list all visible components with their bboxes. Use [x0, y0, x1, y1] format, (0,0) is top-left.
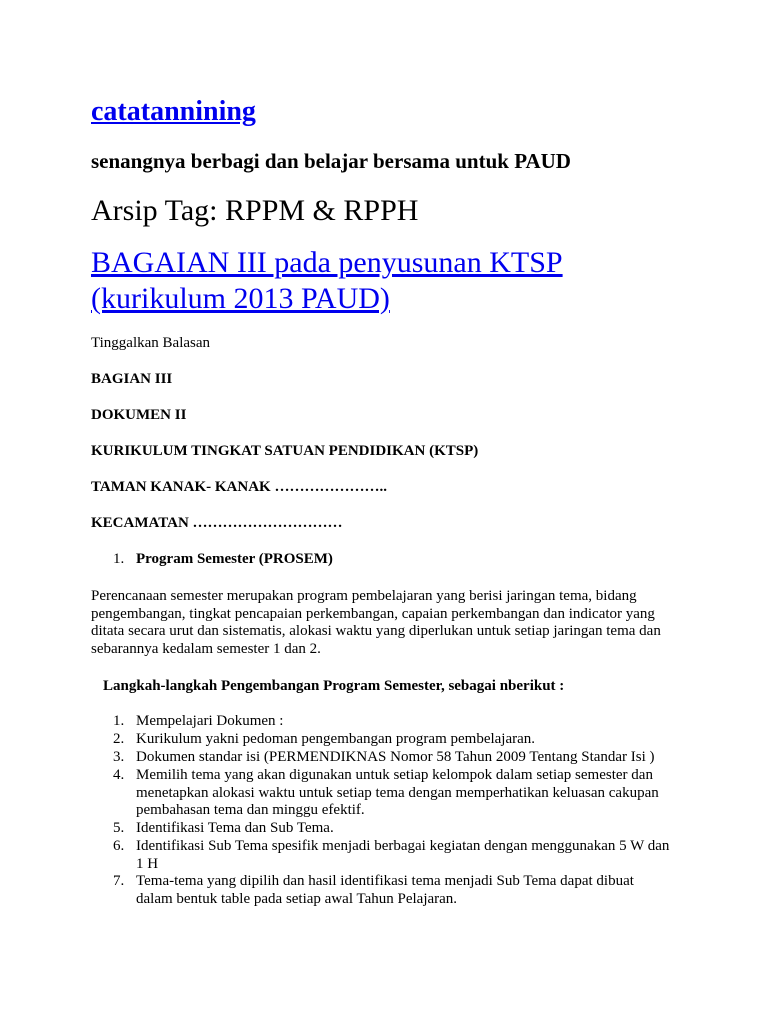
list-text-line: Memilih tema yang akan digunakan untuk setiap kelompok dalam setiap semester dan	[136, 767, 653, 783]
list-text	[136, 713, 691, 731]
list-item	[91, 713, 691, 731]
list-text-line: Kurikulum yakni pedoman pengembangan program pembelajaran.	[136, 731, 536, 747]
list-number: 1.	[113, 551, 125, 567]
list-text-line: pembahasan tema dan minggu efektif.	[136, 802, 365, 818]
list-text-line: Identifikasi Sub Tema spesifik menjadi berbagai kegiatan dengan menggunakan 5 W dan	[136, 838, 670, 854]
section-heading: BAGIAN III	[91, 371, 173, 387]
paragraph	[91, 588, 691, 659]
post-title-link[interactable]	[91, 245, 691, 317]
list-item	[91, 873, 691, 908]
list-text-line: menetapkan alokasi waktu untuk setiap tema dengan memperhatikan keluasan cakupan	[136, 784, 659, 801]
list-item	[91, 749, 691, 767]
list-number: 7.	[113, 873, 125, 889]
list-item	[91, 767, 691, 820]
list-text-line: Dokumen standar isi (PERMENDIKNAS Nomor 58 Tahun 2009 Tentang Standar Isi )	[136, 749, 655, 765]
section-heading: DOKUMEN II	[91, 407, 187, 423]
list-number: 3.	[113, 749, 125, 765]
paragraph-line: Perencanaan semester merupakan program pembelajaran yang berisi jaringan tema, bidang	[91, 588, 637, 604]
list-text-line: 1 H	[136, 855, 159, 872]
site-tagline: senangnya berbagi dan belajar bersama untuk PAUD	[91, 149, 571, 173]
site-title-link[interactable]: catatannining	[91, 96, 256, 127]
list-text-line: dalam bentuk table pada setiap awal Tahun Pelajaran.	[136, 890, 458, 907]
list-text-line: Identifikasi Tema dan Sub Tema.	[136, 820, 334, 836]
reply-link[interactable]: Tinggalkan Balasan	[91, 335, 211, 351]
paragraph-line: sebarannya kedalam semester 1 dan 2.	[91, 641, 321, 658]
list-item	[91, 731, 691, 749]
post-title-line: BAGAIAN III pada penyusunan KTSP	[91, 246, 563, 279]
list-item	[91, 551, 691, 569]
list-number: 2.	[113, 731, 125, 747]
list-text-line: Tema-tema yang dipilih dan hasil identifikasi tema menjadi Sub Tema dapat dibuat	[136, 873, 634, 889]
list-number: 1.	[113, 713, 125, 729]
list-text	[136, 749, 691, 767]
archive-title: Arsip Tag: RPPM & RPPH	[91, 194, 419, 227]
list-item	[91, 838, 691, 873]
list-text	[136, 838, 691, 873]
section-heading: TAMAN KANAK- KANAK …………………..	[91, 479, 387, 495]
paragraph-line: pengembangan, tingkat pencapaian perkembangan, capaian perkembangan dan indicator yang	[91, 605, 655, 622]
post-title	[91, 245, 691, 317]
list-text	[136, 820, 691, 838]
list-text	[136, 767, 691, 820]
list-number: 6.	[113, 838, 125, 854]
list-item	[91, 820, 691, 838]
paragraph-line: ditata secara urut dan sistematis, alokasi waktu yang diperlukan untuk setiap jaringan tema dan	[91, 623, 661, 640]
list-number: 5.	[113, 820, 125, 836]
list-number: 4.	[113, 767, 125, 783]
section-heading: KURIKULUM TINGKAT SATUAN PENDIDIKAN (KTSP)	[91, 443, 479, 459]
steps-heading: Langkah-langkah Pengembangan Program Semester, sebagai nberikut :	[103, 678, 565, 694]
section-heading: KECAMATAN …………………………	[91, 515, 343, 531]
list-text: Program Semester (PROSEM)	[136, 551, 333, 567]
post-title-line: (kurikulum 2013 PAUD)	[91, 282, 390, 315]
list-text	[136, 731, 691, 749]
list-text	[136, 873, 691, 908]
list-text-line: Mempelajari Dokumen :	[136, 713, 284, 729]
site-title	[91, 94, 256, 130]
